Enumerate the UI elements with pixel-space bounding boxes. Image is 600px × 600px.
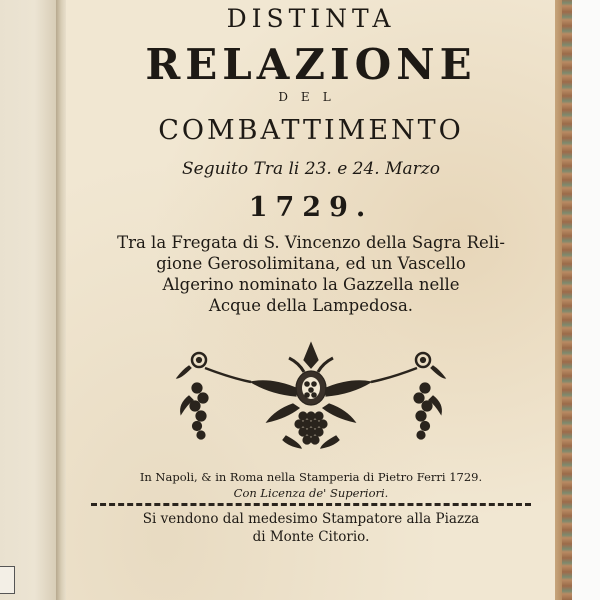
- description-line: Algerino nominato la Gazzella nelle: [162, 275, 460, 294]
- left-facing-page: [0, 0, 58, 600]
- title-line-del: DEL: [278, 90, 344, 104]
- license-line: Con Licenza de' Superiori.: [233, 486, 389, 500]
- sale-line: Si vendono dal medesimo Stampatore alla Piazza: [142, 511, 480, 527]
- decorative-rule: [91, 503, 531, 506]
- title-line-combattimento: COMBATTIMENTO: [158, 115, 464, 146]
- imprint-line: In Napoli, & in Roma nella Stamperia di Pietro Ferri 1729.: [139, 470, 483, 484]
- floral-ornament-icon: [171, 338, 451, 453]
- description-paragraph: [96, 232, 526, 316]
- sale-note: [66, 510, 556, 546]
- library-stamp: [0, 566, 15, 594]
- title-page: [66, 0, 556, 600]
- year: 1729.: [248, 192, 374, 223]
- title-line-relazione: RELAZIONE: [145, 40, 477, 89]
- description-line: Tra la Fregata di S. Vincenzo della Sagra Reli-: [117, 233, 505, 252]
- background: [572, 0, 600, 600]
- sale-line: di Monte Citorio.: [252, 529, 370, 545]
- description-line: gione Gerosolimitana, ed un Vascello: [156, 254, 466, 273]
- marbled-cover-edge: [562, 0, 572, 600]
- title-line-distinta: DISTINTA: [226, 4, 396, 33]
- description-line: Acque della Lampedosa.: [208, 296, 414, 315]
- subtitle-date: Seguito Tra li 23. e 24. Marzo: [182, 159, 440, 179]
